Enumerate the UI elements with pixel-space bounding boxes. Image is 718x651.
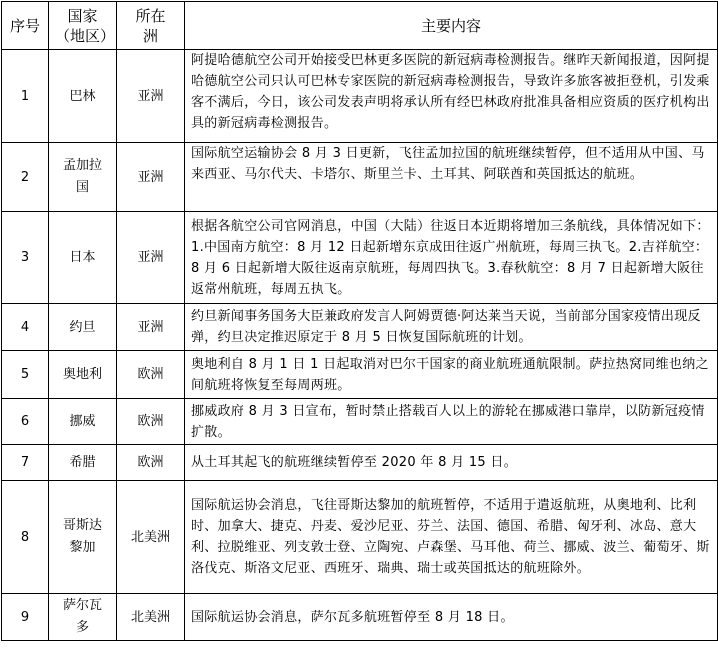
table-row bbox=[2, 481, 718, 594]
table-row bbox=[2, 399, 718, 445]
header-index: 序号 bbox=[2, 2, 49, 50]
table-row bbox=[2, 445, 718, 481]
row-content: 阿提哈德航空公司开始接受巴林更多医院的新冠病毒检测报告。继昨天新闻报道，因阿提哈德航空公司只认可巴林专家医院的新冠病毒检测报告，导致许多旅客被拒登机，引发乘客不满后，今日，该公司发表声明将承认所有经巴林政府批准具备相应资质的医疗机构出具的新冠病毒检测报告。 bbox=[185, 50, 718, 143]
row-country: 奥地利 bbox=[49, 351, 117, 399]
row-country: 日本 bbox=[49, 212, 117, 304]
news-table bbox=[1, 1, 718, 641]
row-country: 约旦 bbox=[49, 304, 117, 351]
header-country: 国家（地区） bbox=[49, 2, 117, 50]
row-content: 根据各航空公司官网消息，中国（大陆）往返日本近期将增加三条航线，具体情况如下：1.中国南方航空：8 月 12 日起新增东京成田往返广州航班，每周三执飞。2.吉祥航空：8 月 6 日起新增大阪往返南京航班，每周四执飞。3.春秋航空：8 月 7 日起新增大阪往返常州航班，每周五执飞。 bbox=[185, 212, 718, 304]
row-index: 6 bbox=[2, 399, 49, 445]
row-country: 挪威 bbox=[49, 399, 117, 445]
row-index: 2 bbox=[2, 143, 49, 212]
table-row bbox=[2, 143, 718, 212]
header-content: 主要内容 bbox=[185, 2, 718, 50]
row-country: 巴林 bbox=[49, 50, 117, 143]
row-country: 希腊 bbox=[49, 445, 117, 481]
row-content: 奥地利自 8 月 1 日 1 日起取消对巴尔干国家的商业航班通航限制。萨拉热窝同维也纳之间航班将恢复至每周两班。 bbox=[185, 351, 718, 399]
row-index: 8 bbox=[2, 481, 49, 594]
row-country: 哥斯达黎加 bbox=[49, 481, 117, 594]
row-index: 9 bbox=[2, 594, 49, 641]
table-row bbox=[2, 351, 718, 399]
row-country: 萨尔瓦多 bbox=[49, 594, 117, 641]
row-continent: 亚洲 bbox=[117, 212, 185, 304]
row-content: 从土耳其起飞的航班继续暂停至 2020 年 8 月 15 日。 bbox=[185, 445, 718, 481]
row-continent: 亚洲 bbox=[117, 50, 185, 143]
row-content: 国际航空运输协会 8 月 3 日更新，飞往孟加拉国的航班继续暂停，但不适用从中国、马来西亚、马尔代夫、卡塔尔、斯里兰卡、土耳其、阿联酋和英国抵达的航班。 bbox=[185, 143, 718, 212]
row-continent: 欧洲 bbox=[117, 445, 185, 481]
row-content: 国际航运协会消息，萨尔瓦多航班暂停至 8 月 18 日。 bbox=[185, 594, 718, 641]
row-content: 国际航运协会消息，飞往哥斯达黎加的航班暂停，不适用于遣返航班，从奥地利、比利时、加拿大、捷克、丹麦、爱沙尼亚、芬兰、法国、德国、希腊、匈牙利、冰岛、意大利、拉脱维亚、列支敦士登、立陶宛、卢森堡、马耳他、荷兰、挪威、波兰、葡萄牙、斯洛伐克、斯洛文尼亚、西班牙、瑞典、瑞士或英国抵达的航班除外。 bbox=[185, 481, 718, 594]
row-index: 4 bbox=[2, 304, 49, 351]
row-continent: 亚洲 bbox=[117, 143, 185, 212]
header-continent: 所在洲 bbox=[117, 2, 185, 50]
row-index: 1 bbox=[2, 50, 49, 143]
row-index: 5 bbox=[2, 351, 49, 399]
row-content: 挪威政府 8 月 3 日宣布，暂时禁止搭载百人以上的游轮在挪威港口靠岸，以防新冠疫情扩散。 bbox=[185, 399, 718, 445]
row-index: 3 bbox=[2, 212, 49, 304]
table-row bbox=[2, 594, 718, 641]
table-row bbox=[2, 304, 718, 351]
row-continent: 欧洲 bbox=[117, 399, 185, 445]
table-row bbox=[2, 212, 718, 304]
row-continent: 亚洲 bbox=[117, 304, 185, 351]
header-row bbox=[2, 2, 718, 50]
row-index: 7 bbox=[2, 445, 49, 481]
table-row bbox=[2, 50, 718, 143]
row-continent: 欧洲 bbox=[117, 351, 185, 399]
row-content: 约旦新闻事务国务大臣兼政府发言人阿姆贾德·阿达莱当天说，当前部分国家疫情出现反弹，约旦决定推迟原定于 8 月 5 日恢复国际航班的计划。 bbox=[185, 304, 718, 351]
row-country: 孟加拉国 bbox=[49, 143, 117, 212]
row-continent: 北美洲 bbox=[117, 481, 185, 594]
row-continent: 北美洲 bbox=[117, 594, 185, 641]
